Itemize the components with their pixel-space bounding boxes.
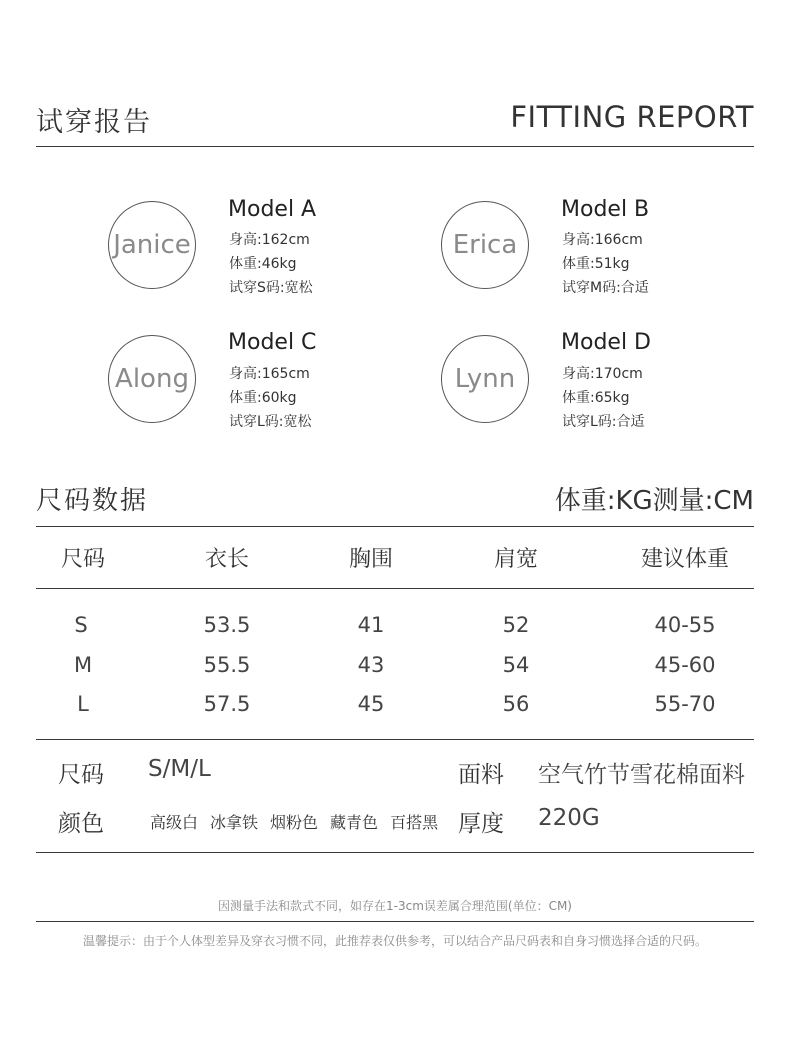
model-d-height: 身高:170cm <box>562 366 643 382</box>
table-header-weight: 建议体重 <box>640 547 729 572</box>
color-option: 百搭黑 <box>390 813 439 832</box>
table-cell: 55.5 <box>203 653 251 677</box>
model-c-height: 身高:165cm <box>229 366 310 382</box>
table-cell: 53.5 <box>203 613 251 637</box>
model-b-height: 身高:166cm <box>562 232 643 248</box>
table-cell: 45 <box>357 692 385 716</box>
table-top-divider <box>36 526 754 527</box>
page-title-english: FITTING REPORT <box>510 100 754 134</box>
model-c-fit: 试穿L码:宽松 <box>229 414 312 430</box>
table-cell: 54 <box>502 653 530 677</box>
table-header-shoulder: 肩宽 <box>493 547 538 572</box>
model-a-fit: 试穿S码:宽松 <box>229 280 313 296</box>
color-option: 烟粉色 <box>270 813 319 832</box>
specs-divider <box>36 852 754 853</box>
model-c-weight: 体重:60kg <box>229 390 297 406</box>
model-b-fit: 试穿M码:合适 <box>562 280 649 296</box>
model-c-avatar: Along <box>108 335 196 423</box>
table-header-chest: 胸围 <box>348 547 393 572</box>
table-cell: 43 <box>357 653 385 677</box>
table-cell: 52 <box>502 613 530 637</box>
header-divider <box>36 146 754 147</box>
color-list <box>150 810 438 833</box>
table-header-length: 衣长 <box>204 547 249 572</box>
spec-thickness-value: 220G <box>538 805 600 831</box>
model-b-avatar: Erica <box>441 201 529 289</box>
table-cell: L <box>77 692 89 716</box>
table-cell: S <box>74 613 88 637</box>
model-a-weight: 体重:46kg <box>229 256 297 272</box>
model-b-label: Model B <box>561 197 650 222</box>
model-d-label: Model D <box>561 330 651 355</box>
model-b-weight: 体重:51kg <box>562 256 630 272</box>
spec-size-label: 尺码 <box>58 762 104 788</box>
model-a-avatar: Janice <box>108 201 196 289</box>
tip-note: 温馨提示：由于个人体型差异及穿衣习惯不同，此推荐表仅供参考，可以结合产品尺码表和自身习惯选择合适的尺码。 <box>82 934 707 948</box>
measurement-note: 因测量手法和款式不同，如存在1-3cm误差属合理范围(单位：CM) <box>218 899 572 913</box>
model-c-label: Model C <box>228 330 317 355</box>
model-d-weight: 体重:65kg <box>562 390 630 406</box>
table-bottom-divider <box>36 739 754 740</box>
color-option: 冰拿铁 <box>210 813 259 832</box>
table-cell: M <box>73 653 93 677</box>
spec-fabric-label: 面料 <box>458 762 504 788</box>
spec-fabric-value: 空气竹节雪花棉面料 <box>538 762 745 788</box>
spec-size-value: S/M/L <box>148 756 211 782</box>
size-data-title: 尺码数据 <box>36 486 149 516</box>
table-header-divider <box>36 588 754 589</box>
table-cell: 41 <box>357 613 385 637</box>
table-cell: 55-70 <box>654 692 716 716</box>
table-cell: 40-55 <box>654 613 716 637</box>
model-a-height: 身高:162cm <box>229 232 310 248</box>
table-cell: 45-60 <box>654 653 716 677</box>
page-title: 试穿报告 <box>36 107 152 138</box>
model-a-label: Model A <box>228 197 317 222</box>
color-option: 高级白 <box>150 813 199 832</box>
spec-color-label: 颜色 <box>58 811 104 837</box>
color-option: 藏青色 <box>330 813 379 832</box>
measurement-unit: 体重:KG测量:CM <box>554 486 754 516</box>
table-header-size: 尺码 <box>60 547 105 572</box>
spec-thickness-label: 厚度 <box>458 811 504 837</box>
table-cell: 56 <box>502 692 530 716</box>
notes-divider <box>36 921 754 922</box>
model-d-fit: 试穿L码:合适 <box>562 414 645 430</box>
table-cell: 57.5 <box>203 692 251 716</box>
model-d-avatar: Lynn <box>441 335 529 423</box>
